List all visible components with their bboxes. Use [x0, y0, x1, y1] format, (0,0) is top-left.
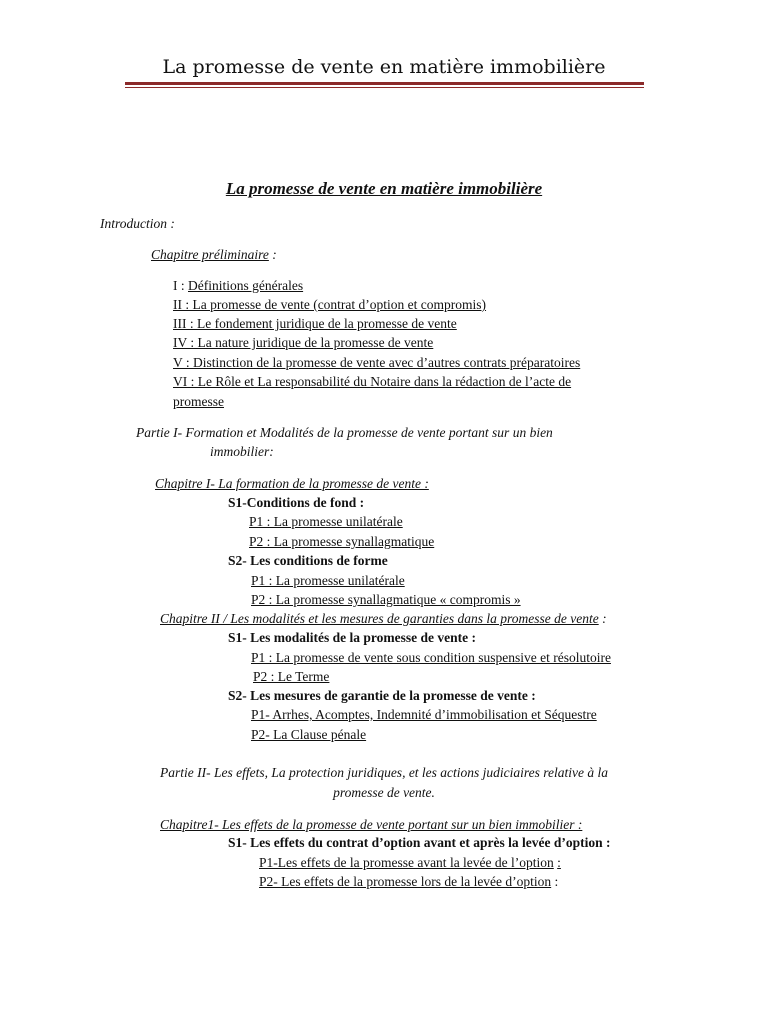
prelim-item-2: II : La promesse de vente (contrat d’option et compromis) — [173, 297, 487, 312]
p1-c1-s1-p1: P1 : La promesse unilatérale — [249, 514, 403, 529]
p2-c1-s1-p1-line — [259, 855, 561, 871]
p1-c1-s1-p2: P2 : La promesse synallagmatique — [249, 534, 435, 549]
p1-c2-s2-heading: S2- Les mesures de garantie de la promesse de vente : — [228, 688, 536, 703]
p1-c1-s2-p1: P1 : La promesse unilatérale — [251, 573, 405, 588]
prelim-item-3: III : Le fondement juridique de la promesse de vente — [173, 316, 457, 331]
p1-c2-s2-p2: P2- La Clause pénale — [251, 727, 367, 742]
prelim-item-1 — [173, 278, 303, 294]
partie-2-heading-line1: Partie II- Les effets, La protection juridiques, et les actions judiciaires relative à la — [159, 765, 609, 780]
chapitre-preliminaire-suffix: : — [272, 247, 277, 262]
prelim-item-5: V : Distinction de la promesse de vente avec d’autres contrats préparatoires — [173, 355, 581, 370]
introduction-heading: Introduction : — [100, 216, 175, 231]
partie-1-heading-line1: Partie I- Formation et Modalités de la promesse de vente portant sur un bien — [136, 425, 553, 440]
p1-c2-s1-p1: P1 : La promesse de vente sous condition suspensive et résolutoire — [251, 650, 611, 665]
p2-c1-s1-p1: P1-Les effets de la promesse avant la levée de l’option — [259, 855, 554, 870]
p1-c2-s1-heading: S1- Les modalités de la promesse de vente : — [228, 630, 476, 645]
partie-2-heading-line2: promesse de vente. — [333, 785, 435, 800]
p2-c1-s1-p2-line — [259, 874, 558, 890]
document-title: La promesse de vente en matière immobilière — [225, 179, 543, 198]
p2-c1-s1-p1-suffix: : — [557, 855, 561, 870]
prelim-item-6-continued: promesse — [173, 394, 224, 409]
page-header-title: La promesse de vente en matière immobilière — [162, 56, 606, 78]
prelim-item-4: IV : La nature juridique de la promesse de vente — [173, 335, 434, 350]
partie-1-chapitre-2-heading — [160, 611, 607, 627]
chapitre-preliminaire-label: Chapitre préliminaire — [151, 247, 269, 262]
prelim-item-6: VI : Le Rôle et La responsabilité du Notaire dans la rédaction de l’acte de — [173, 374, 572, 389]
p2-c1-s1-p2: P2- Les effets de la promesse lors de la levée d’option — [259, 874, 552, 889]
p1-c1-s2-heading: S2- Les conditions de forme — [228, 553, 388, 568]
chapitre-preliminaire-heading — [151, 247, 277, 263]
p1-c1-s1-heading: S1-Conditions de fond : — [228, 495, 365, 510]
partie-1-heading-line2: immobilier: — [210, 444, 274, 459]
prelim-item-1-text: Définitions générales — [188, 278, 304, 293]
p1-c1-s2-p2: P2 : La promesse synallagmatique « compromis » — [251, 592, 521, 607]
partie-2-chapitre-1-heading: Chapitre1- Les effets de la promesse de vente portant sur un bien immobilier : — [160, 817, 583, 832]
p2-c1-s1-heading: S1- Les effets du contrat d’option avant et après la levée d’option : — [228, 835, 611, 850]
p2-c1-s1-p2-suffix: : — [554, 874, 559, 889]
p1-c2-s2-p1: P1- Arrhes, Acomptes, Indemnité d’immobilisation et Séquestre — [251, 707, 597, 722]
partie-1-chapitre-2-suffix: : — [602, 611, 607, 626]
partie-1-chapitre-2-label: Chapitre II / Les modalités et les mesures de garanties dans la promesse de vente — [160, 611, 599, 626]
header-rule-thick — [125, 82, 644, 85]
header-rule-thin — [125, 87, 644, 88]
prelim-item-1-num: I : — [173, 278, 185, 293]
p1-c2-s1-p2: P2 : Le Terme — [253, 669, 330, 684]
partie-1-chapitre-1-heading: Chapitre I- La formation de la promesse de vente : — [155, 476, 429, 491]
